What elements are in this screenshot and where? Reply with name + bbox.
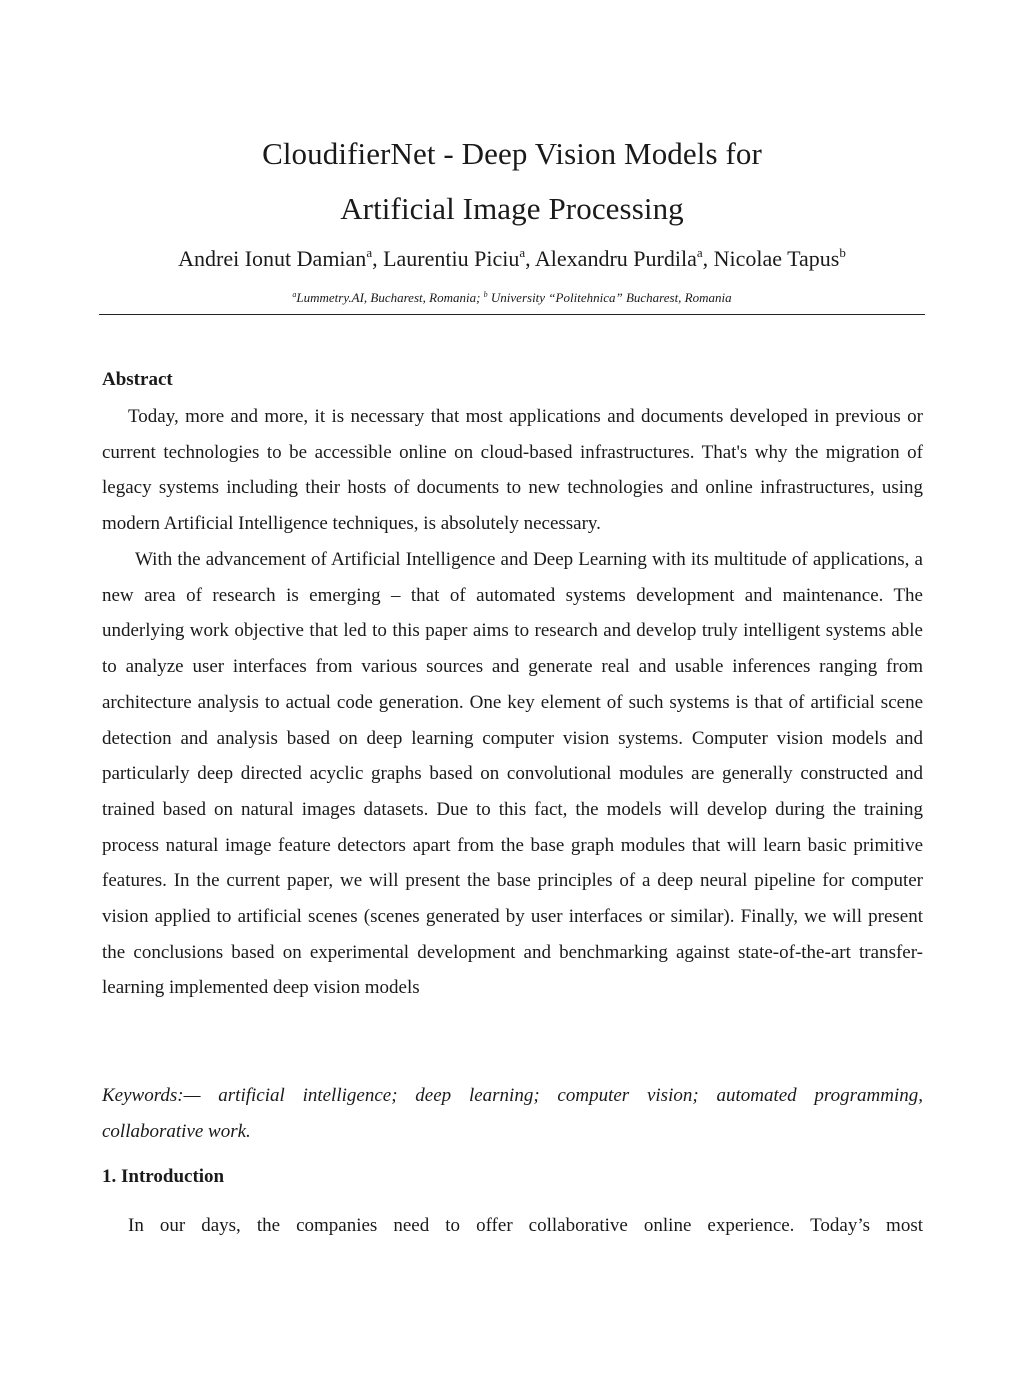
author-list: Andrei Ionut Damian$^a$, Laurentiu Piciu$^a$, Alexandru Purdila$^a$, Nicolae Tapus$^b$ <box>178 245 846 271</box>
author-affil-mark: a <box>519 245 526 260</box>
affil-mark-b: b <box>483 290 488 299</box>
affiliations <box>0 290 1024 306</box>
paper-title-line-2: Artificial Image Processing <box>340 191 684 226</box>
author-affil-mark: a <box>366 245 373 260</box>
affil-b-text: University “Politehnica” Bucharest, Romania <box>487 290 732 305</box>
author-name: Nicolae Tapus <box>713 246 840 271</box>
introduction-paragraph-1: In our days, the companies need to offer collaborative online experience. Today’s most <box>128 1215 923 1236</box>
author-name: Andrei Ionut Damian <box>178 246 367 271</box>
author-name: Laurentiu Piciu <box>383 246 520 271</box>
affil-mark-a: a <box>292 290 297 299</box>
author-name: Alexandru Purdila <box>534 246 697 271</box>
author-affil-mark: a <box>696 245 703 260</box>
affil-a-text: Lummetry.AI, Bucharest, Romania; <box>296 290 484 305</box>
author-affil-mark: b <box>839 245 846 260</box>
header-divider <box>99 314 925 315</box>
keywords: Keywords:— artificial intelligence; deep learning; computer vision; automated programming, collaborative work. <box>102 1085 923 1142</box>
section-heading-introduction: 1. Introduction <box>102 1166 225 1187</box>
abstract-paragraph-2: With the advancement of Artificial Intelligence and Deep Learning with its multitude of applications, a new area of research is emerging – that of automated systems development and maintenance. The underlying work objective that led to this paper aims to research and develop truly intelligent systems able to analyze user interfaces from various sources and generate real and usable inferences ranging from architecture analysis to actual code generation. One key element of such systems is that of artificial scene detection and analysis based on deep learning computer vision systems. Computer vision models and particularly deep directed acyclic graphs based on convolutional modules are generally constructed and trained based on natural images datasets. Due to this fact, the models will develop during the training process natural image feature detectors apart from the base graph modules that will learn basic primitive features. In the current paper, we will present the base principles of a deep neural pipeline for computer vision applied to artificial scenes (scenes generated by user interfaces or similar). Finally, we will present the conclusions based on experimental development and benchmarking against state-of-the-art transfer-learning implemented deep vision models <box>102 549 923 999</box>
abstract-paragraph-1: Today, more and more, it is necessary that most applications and documents developed in previous or current technologies to be accessible online on cloud-based infrastructures. That's why the migration of legacy systems including their hosts of documents to new technologies and online infrastructures, using modern Artificial Intelligence techniques, is absolutely necessary. <box>102 406 923 535</box>
abstract-heading: Abstract <box>102 369 173 390</box>
paper-title-line-1: CloudifierNet - Deep Vision Models for <box>262 136 762 171</box>
